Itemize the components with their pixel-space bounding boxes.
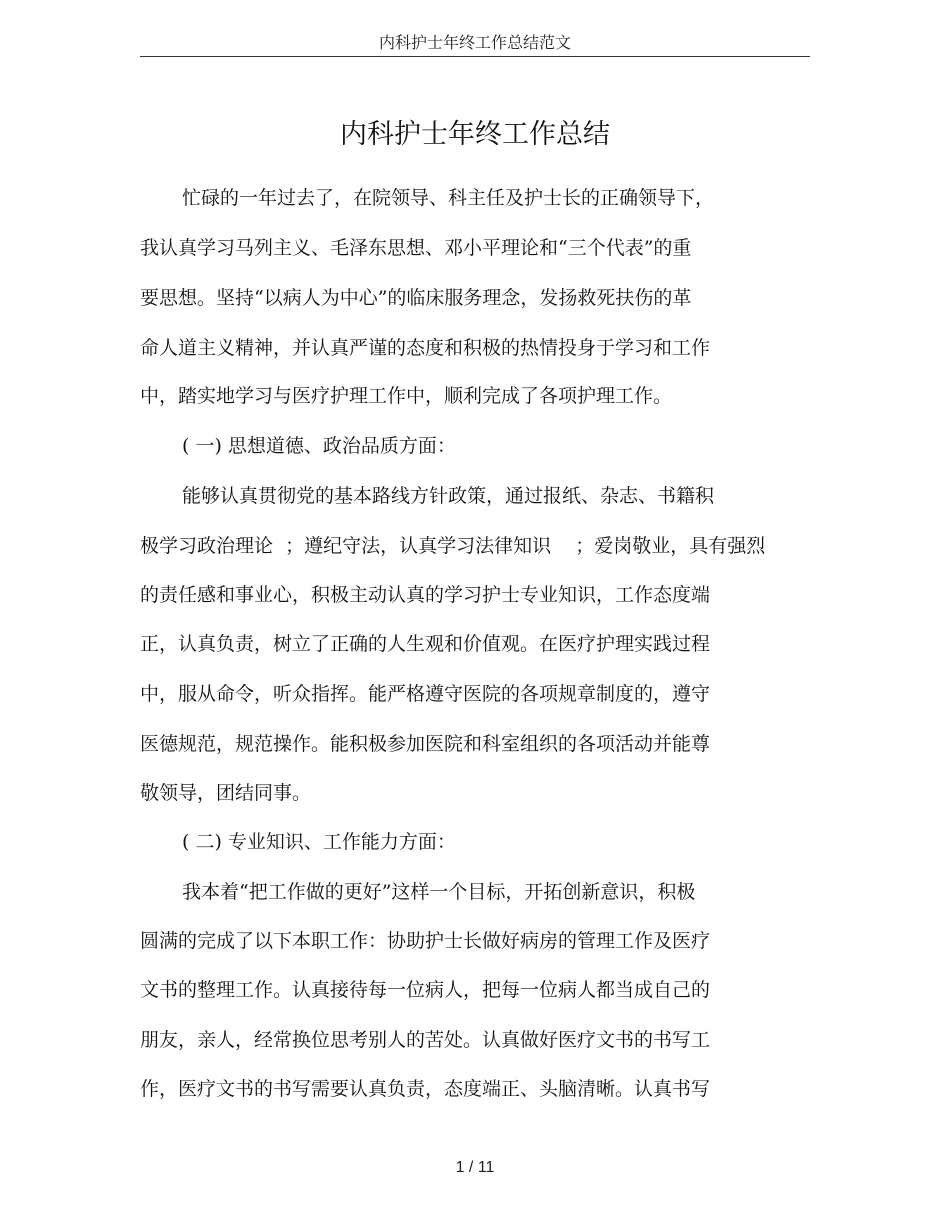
text-line: 作，医疗文书的书写需要认真负责，态度端正、头脑清晰。认真书写 — [140, 1078, 711, 1100]
text-line: 的责任感和事业心，积极主动认真的学习护士专业知识，工作态度端 — [140, 584, 711, 606]
text-line: 我本着“把工作做的更好”这样一个目标，开拓创新意识，积极 — [182, 881, 696, 903]
header-divider — [140, 56, 810, 57]
text-line: 文书的整理工作。认真接待每一位病人，把每一位病人都当成自己的 — [140, 979, 711, 1001]
text-line: 能够认真贯彻党的基本路线方针政策，通过报纸、杂志、书籍积 — [182, 485, 715, 507]
text-line: 极学习政治理论 ；遵纪守法，认真学习法律知识 ；爱岗敬业，具有强烈 — [140, 535, 766, 557]
text-line: 中，踏实地学习与医疗护理工作中，顺利完成了各项护理工作。 — [140, 385, 673, 407]
text-line: 医德规范，规范操作。能积极参加医院和科室组织的各项活动并能尊 — [140, 733, 711, 755]
text-line: 命人道主义精神，并认真严谨的态度和积极的热情投身于学习和工作 — [140, 337, 711, 359]
text-line: 朋友，亲人，经常换位思考别人的苦处。认真做好医疗文书的书写工 — [140, 1029, 711, 1051]
text-line: 中，服从命令，听众指挥。能严格遵守医院的各项规章制度的，遵守 — [140, 683, 711, 705]
text-line: 忙碌的一年过去了，在院领导、科主任及护士长的正确领导下， — [182, 187, 715, 209]
text-line: 正，认真负责，树立了正确的人生观和价值观。在医疗护理实践过程 — [140, 633, 711, 655]
text-line: 敬领导，团结同事。 — [140, 782, 312, 804]
text-line: 我认真学习马列主义、毛泽东思想、邓小平理论和“三个代表”的重 — [140, 237, 692, 259]
header-title: 内科护士年终工作总结范文 — [378, 33, 571, 52]
text-line: 圆满的完成了以下本职工作：协助护士长做好病房的管理工作及医疗 — [140, 930, 711, 952]
document-title: 内科护士年终工作总结 — [340, 119, 610, 150]
page-number: 1 / 11 — [455, 1159, 495, 1176]
text-line: 要思想。坚持“以病人为中心”的临床服务理念，发扬救死扶伤的革 — [140, 287, 692, 309]
section-heading: ( 一) 思想道德、政治品质方面： — [182, 435, 456, 457]
section-heading: ( 二) 专业知识、工作能力方面： — [182, 831, 456, 853]
